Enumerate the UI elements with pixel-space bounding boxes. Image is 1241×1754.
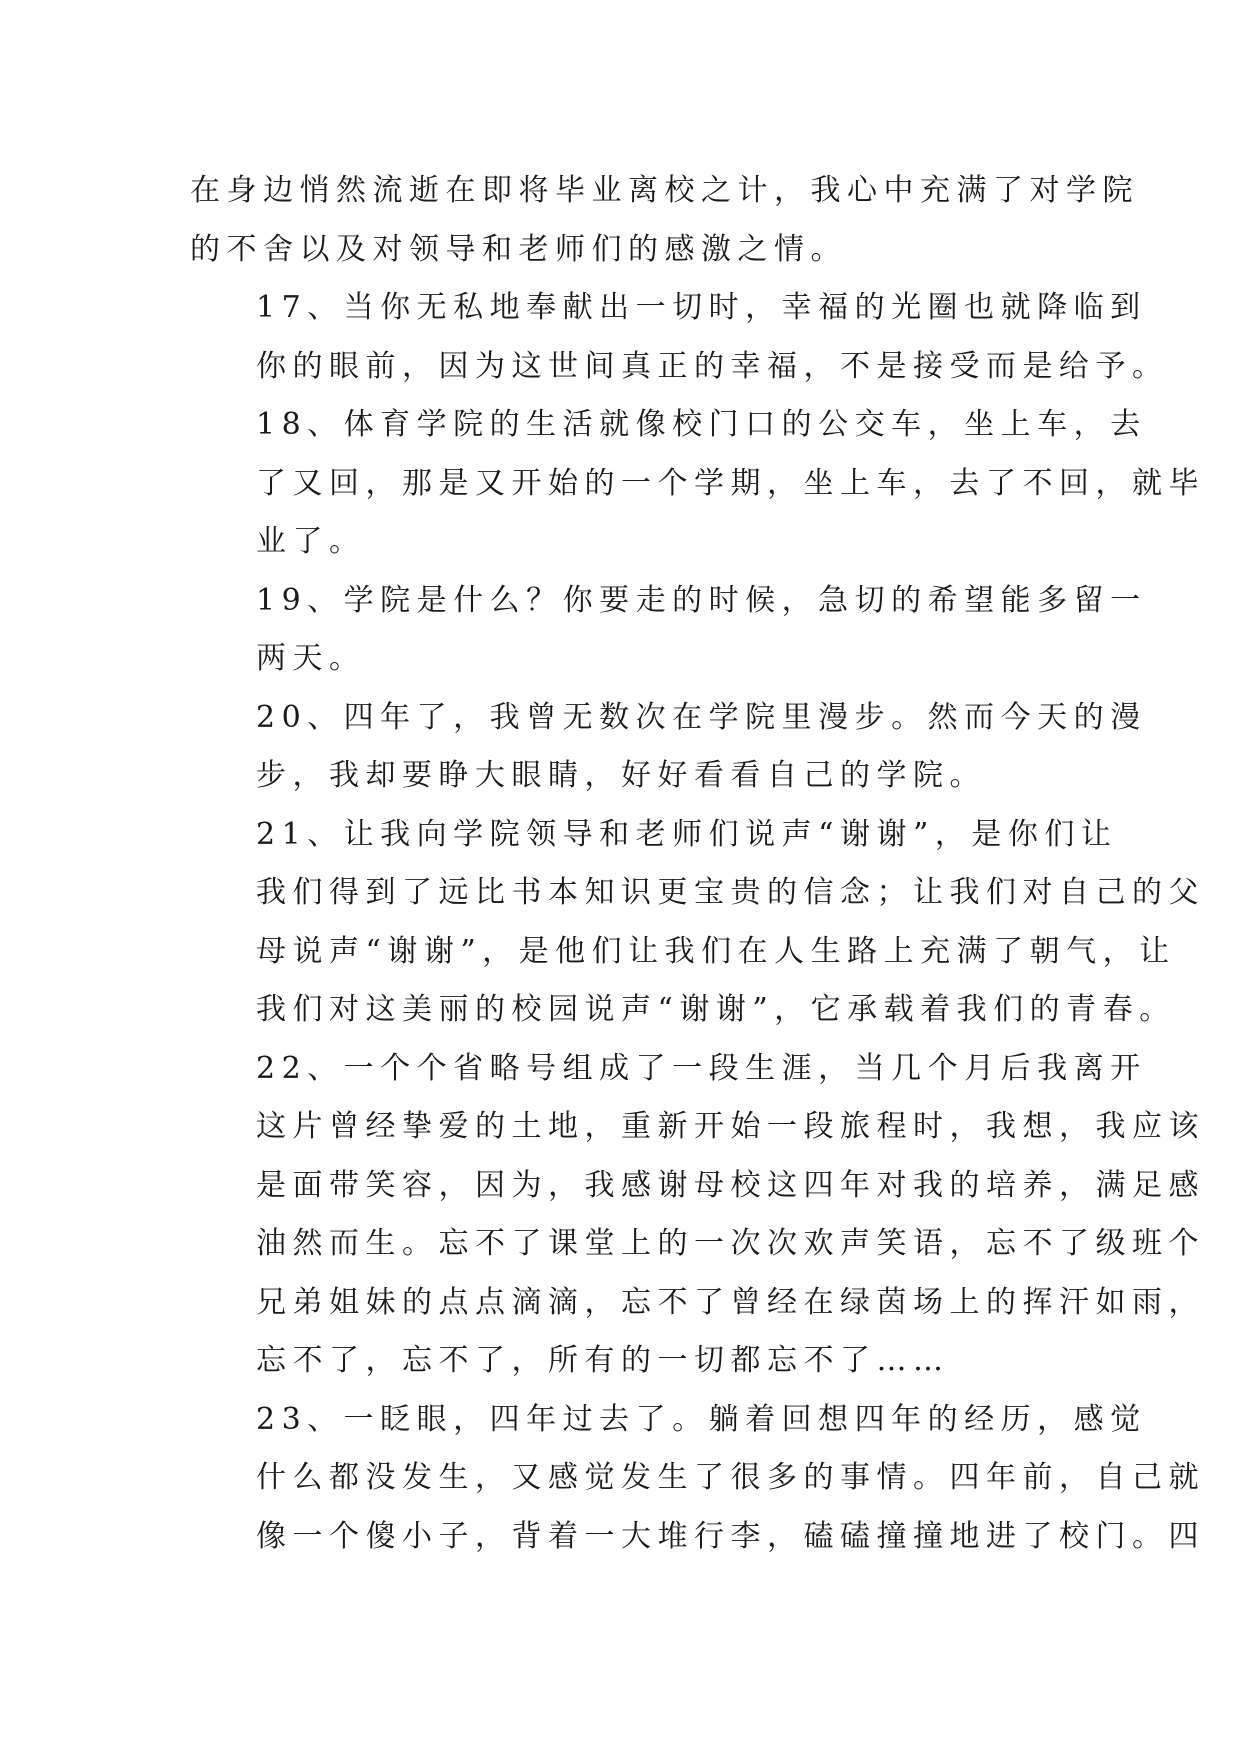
paragraph-21: [190, 806, 1205, 1040]
paragraph-23: [190, 1391, 1205, 1567]
text-line: 步，我却要睁大眼睛，好好看看自己的学院。: [256, 758, 986, 793]
text-line: 忘不了，忘不了，所有的一切都忘不了……: [256, 1343, 950, 1378]
paragraph-18: [190, 396, 1205, 572]
text-line: 20、四年了，我曾无数次在学院里漫步。然而今天的漫: [256, 699, 1147, 735]
text-line: 我们得到了远比书本知识更宝贵的信念；让我们对自己的父: [256, 875, 1205, 910]
text-line: 23、一眨眼，四年过去了。躺着回想四年的经历，感觉: [256, 1401, 1147, 1437]
text-line: 两天。: [256, 641, 366, 676]
text-line: 是面带笑容，因为，我感谢母校这四年对我的培养，满足感: [256, 1167, 1205, 1203]
text-line: 你的眼前，因为这世间真正的幸福，不是接受而是给予。: [256, 348, 1169, 384]
text-line: 18、体育学院的生活就像校门口的公交车，坐上车，去: [256, 407, 1147, 442]
text-line: 了又回，那是又开始的一个学期，坐上车，去了不回，就毕: [256, 465, 1205, 501]
text-line: 17、当你无私地奉献出一切时，幸福的光圈也就降临到: [256, 290, 1147, 325]
text-line: 业了。: [256, 524, 366, 559]
text-line: 我们对这美丽的校园说声“谢谢”，它承载着我们的青春。: [256, 992, 1176, 1027]
text-line: 的不舍以及对领导和老师们的感激之情。: [190, 231, 847, 267]
text-line: 这片曾经挚爱的土地，重新开始一段旅程时，我想，我应该: [256, 1109, 1205, 1144]
text-line: 什么都没发生，又感觉发生了很多的事情。四年前，自己就: [256, 1460, 1205, 1495]
text-line: 像一个傻小子，背着一大堆行李，磕磕撞撞地进了校门。四: [256, 1518, 1205, 1554]
document-body: [190, 162, 1205, 1566]
text-line: 21、让我向学院领导和老师们说声“谢谢”，是你们让: [256, 816, 1118, 852]
text-line: 兄弟姐妹的点点滴滴，忘不了曾经在绿茵场上的挥汗如雨，: [256, 1284, 1205, 1320]
text-line: 19、学院是什么？你要走的时候，急切的希望能多留一: [256, 582, 1147, 618]
paragraph-20: [190, 689, 1147, 806]
text-line: 油然而生。忘不了课堂上的一次次欢声笑语，忘不了级班个: [256, 1226, 1205, 1261]
text-line: 在身边悄然流逝在即将毕业离校之计，我心中充满了对学院: [190, 173, 1139, 208]
paragraph-22: [190, 1040, 1205, 1391]
paragraph-19: [190, 572, 1147, 689]
paragraph-continuation: [190, 162, 1139, 279]
text-line: 22、一个个省略号组成了一段生涯，当几个月后我离开: [256, 1050, 1147, 1086]
paragraph-17: [190, 279, 1169, 396]
text-line: 母说声“谢谢”，是他们让我们在人生路上充满了朝气，让: [256, 933, 1176, 969]
